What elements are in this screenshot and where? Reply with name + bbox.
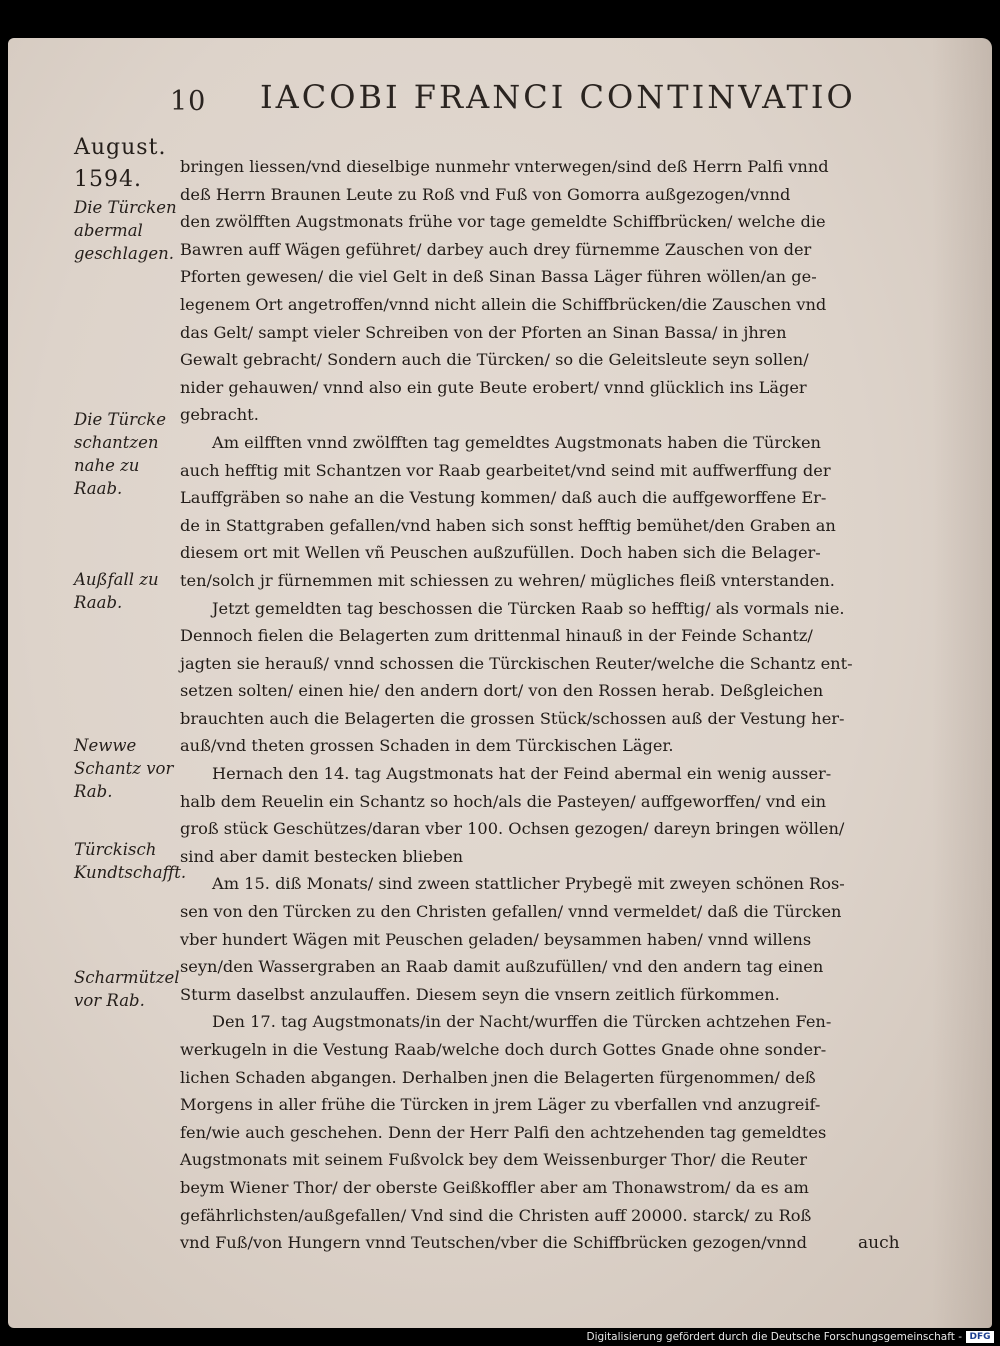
- text-line: auß/vnd theten grossen Schaden in dem Türckischen Läger.: [180, 736, 674, 756]
- margin-note: Scharmützel vor Rab.: [74, 968, 180, 1010]
- margin-note: Newwe Schantz vor Rab.: [74, 736, 174, 801]
- text-line: ten/solch jr fürnemmen mit schiessen zu wehren/ mügliches fleiß vnterstanden.: [180, 570, 835, 590]
- margin-note: Die Türcke schantzen nahe zu Raab.: [74, 410, 167, 498]
- text-line: groß stück Geschützes/daran vber 100. Ochsen gezogen/ dareyn bringen wöllen/: [180, 819, 845, 839]
- text-line: halb dem Reuelin ein Schantz so hoch/als die Pasteyen/ auffgeworffen/ vnd ein: [180, 791, 827, 811]
- text-line: sen von den Türcken zu den Christen gefallen/ vnnd vermeldet/ daß die Türcken: [180, 902, 842, 922]
- text-line: beym Wiener Thor/ der oberste Geißkoffler aber am Thonawstrom/ da es am: [180, 1177, 809, 1197]
- folio-number: 10: [170, 86, 207, 117]
- text-line: Den 17. tag Augstmonats/in der Nacht/wurffen die Türcken achtzehen Fen-: [212, 1012, 832, 1032]
- margin-note: Die Türcken abermal geschlagen.: [74, 198, 177, 263]
- text-line: lichen Schaden abgangen. Derhalben jnen die Belagerten fürgenommen/ deß: [180, 1067, 816, 1087]
- body-text: [180, 153, 915, 1257]
- text-line: werkugeln in die Vestung Raab/welche doch durch Gottes Gnade ohne sonder-: [180, 1040, 827, 1059]
- text-line: seyn/den Wassergraben an Raab damit außzufüllen/ vnd den andern tag einen: [180, 957, 824, 977]
- margin-note: Türckisch Kundtschafft.: [74, 840, 187, 882]
- margin-note-year: 1594.: [74, 167, 142, 192]
- footer-bar: [0, 1328, 1000, 1346]
- text-line: vber hundert Wägen mit Peuschen geladen/ beysammen haben/ vnnd willens: [180, 929, 812, 949]
- text-line: gebracht.: [180, 405, 259, 425]
- text-line: deß Herrn Braunen Leute zu Roß vnd Fuß von Gomorra außgezogen/vnnd: [180, 184, 791, 204]
- text-line: Am 15. diß Monats/ sind zween stattlicher Prybegë mit zweyen schönen Ros-: [212, 874, 845, 894]
- text-line: bringen liessen/vnd dieselbige nunmehr vnterwegen/sind deß Herrn Palfi vnnd: [180, 157, 829, 176]
- text-line: diesem ort mit Wellen vñ Peuschen außzufüllen. Doch haben sich die Belager-: [180, 543, 821, 563]
- text-line: Hernach den 14. tag Augstmonats hat der Feind abermal ein wenig ausser-: [212, 764, 832, 784]
- text-line: das Gelt/ sampt vieler Schreiben von der Pforten an Sinan Bassa/ in jhren: [180, 322, 787, 342]
- footer-credit: Digitalisierung gefördert durch die Deutsche Forschungsgemeinschaft -: [586, 1331, 962, 1343]
- book-page: [8, 38, 992, 1328]
- text-line: Gewalt gebracht/ Sondern auch die Türcken/ so die Geleitsleute seyn sollen/: [180, 350, 809, 370]
- text-line: Am eilfften vnnd zwölfften tag gemeldtes Augstmonats haben die Türcken: [212, 432, 821, 452]
- text-line: setzen solten/ einen hie/ den andern dort/ von den Rossen herab. Deßgleichen: [180, 681, 824, 701]
- text-line: den zwölfften Augstmonats frühe vor tage gemeldte Schiffbrücken/ welche die: [180, 212, 826, 232]
- text-line: legenem Ort angetroffen/vnnd nicht allein die Schiffbrücken/die Zauschen vnd: [180, 294, 827, 314]
- text-line: Morgens in aller frühe die Türcken in jrem Läger zu vberfallen vnd anzugreif-: [180, 1095, 821, 1115]
- text-line: auch hefftig mit Schantzen vor Raab gearbeitet/vnd seind mit auffwerffung der: [180, 460, 831, 480]
- text-line: Pforten gewesen/ die viel Gelt in deß Sinan Bassa Läger führen wöllen/an ge-: [180, 267, 817, 287]
- text-line: fen/wie auch geschehen. Denn der Herr Palfi den achtzehenden tag gemeldtes: [180, 1122, 827, 1142]
- text-line: Lauffgräben so nahe an die Vestung kommen/ daß auch die auffgeworffene Er-: [180, 488, 827, 508]
- catchword: auch: [858, 1233, 900, 1253]
- text-line: Sturm daselbst anzulauffen. Diesem seyn die vnsern zeitlich fürkommen.: [180, 984, 780, 1004]
- margin-note-month: August.: [74, 135, 167, 160]
- dfg-logo: DFG: [966, 1331, 994, 1343]
- text-line: de in Stattgraben gefallen/vnd haben sich sonst hefftig bemühet/den Graben an: [180, 515, 836, 535]
- running-title: IACOBI FRANCI CONTINVATIO: [260, 78, 856, 116]
- text-line: Dennoch fielen die Belagerten zum drittenmal hinauß in der Feinde Schantz/: [180, 626, 813, 646]
- text-line: brauchten auch die Belagerten die grossen Stück/schossen auß der Vestung her-: [180, 708, 845, 728]
- text-line: Augstmonats mit seinem Fußvolck bey dem Weissenburger Thor/ die Reuter: [180, 1150, 808, 1170]
- text-line: sind aber damit bestecken blieben: [180, 846, 464, 866]
- text-line: Bawren auff Wägen geführet/ darbey auch drey fürnemme Zauschen von der: [180, 239, 812, 259]
- text-line: jagten sie herauß/ vnnd schossen die Türckischen Reuter/welche die Schantz ent-: [180, 653, 853, 673]
- page-edge-shading: [932, 38, 992, 1328]
- text-line: gefährlichsten/außgefallen/ Vnd sind die Christen auff 20000. starck/ zu Roß: [180, 1205, 812, 1225]
- text-line: nider gehauwen/ vnnd also ein gute Beute erobert/ vnnd glücklich ins Läger: [180, 377, 807, 397]
- text-line: vnd Fuß/von Hungern vnnd Teutschen/vber die Schiffbrücken gezogen/vnnd: [180, 1233, 807, 1253]
- text-line: Jetzt gemeldten tag beschossen die Türcken Raab so hefftig/ als vormals nie.: [212, 598, 845, 618]
- margin-note: Außfall zu Raab.: [74, 570, 159, 612]
